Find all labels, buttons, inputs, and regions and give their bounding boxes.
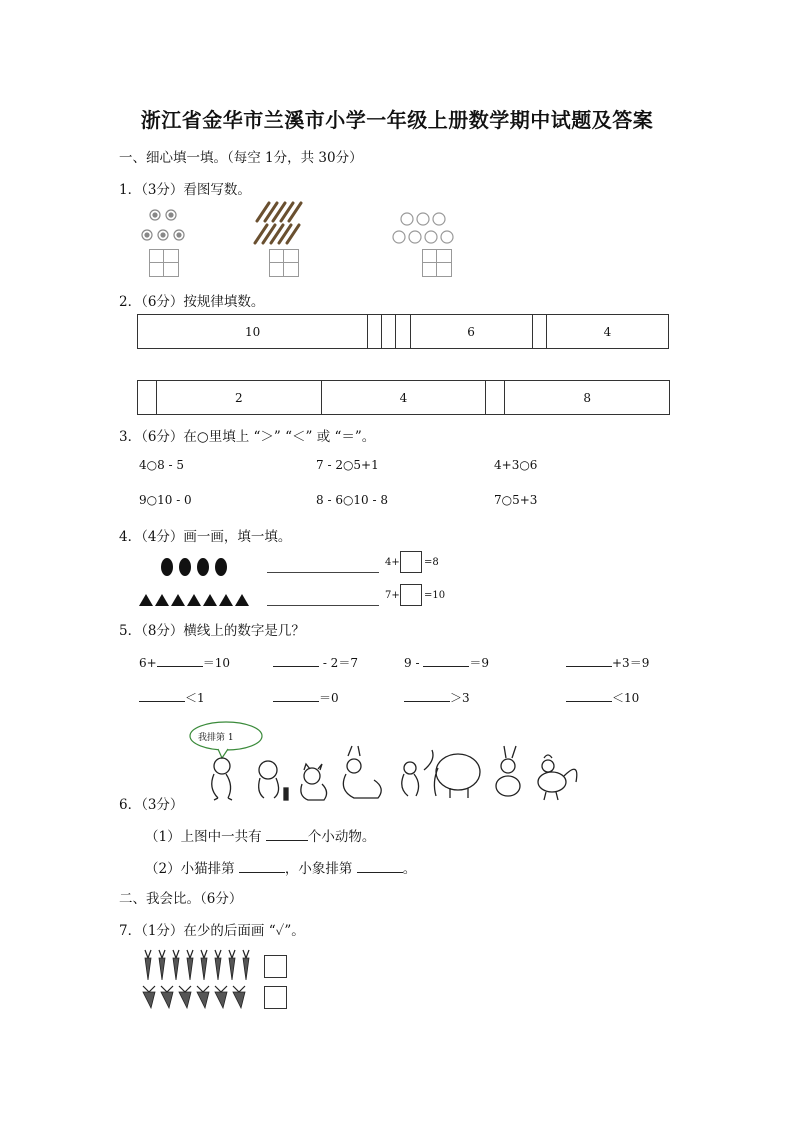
question-7-text: 7．（1分）在少的后面画 “✓”。: [119, 923, 305, 939]
checkbox[interactable]: [264, 986, 287, 1009]
fill-item[interactable]: 9 - ＝9: [404, 656, 489, 670]
answer-box[interactable]: [422, 249, 452, 277]
drawing-line[interactable]: [267, 572, 379, 573]
question-6-sub-2: （2）小猫排第 ，小象排第 。: [145, 861, 417, 877]
question-3-text: 3．（6分）在○里填上 “＞” “＜” 或 “＝”。: [119, 429, 376, 445]
drawing-line[interactable]: [267, 605, 379, 606]
answer-blank[interactable]: [273, 689, 319, 702]
dots-figure: [159, 556, 231, 582]
answer-box[interactable]: [400, 584, 422, 606]
equation-right: =8: [424, 557, 439, 568]
question-6-sub-1: （1）上图中一共有 个小动物。: [145, 829, 376, 845]
answer-blank[interactable]: [157, 654, 203, 667]
equation-left: 4+: [385, 557, 400, 568]
sequence-cell[interactable]: [382, 315, 396, 349]
answer-blank[interactable]: [266, 828, 308, 841]
sequence-cell[interactable]: [532, 315, 546, 349]
fill-item[interactable]: +3＝9: [566, 654, 649, 671]
fill-item[interactable]: 6+ ＝10: [139, 656, 230, 670]
answer-box[interactable]: [269, 249, 299, 277]
sequence-cell[interactable]: 4: [546, 315, 668, 349]
carrots-figure: [141, 948, 253, 1014]
question-1-figure: [137, 201, 470, 279]
animals-figure: [188, 720, 588, 802]
question-1-text: 1．（3分）看图写数。: [119, 182, 251, 198]
question-4-text: 4．（4分）画一画，填一填。: [119, 529, 292, 545]
fill-item[interactable]: ＜1: [139, 689, 205, 706]
answer-blank[interactable]: [239, 860, 285, 873]
answer-blank[interactable]: [423, 654, 469, 667]
sequence-cell[interactable]: [486, 381, 505, 415]
question-6-text: 6．（3分）: [119, 797, 184, 813]
fill-item[interactable]: ＝0: [273, 689, 339, 706]
answer-blank[interactable]: [404, 689, 450, 702]
fill-item[interactable]: ＞3: [404, 689, 470, 706]
sequence-cell[interactable]: 8: [505, 381, 670, 415]
compare-item[interactable]: 7○5+3: [494, 493, 538, 507]
question-2-text: 2．（6分）按规律填数。: [119, 294, 265, 310]
answer-blank[interactable]: [566, 689, 612, 702]
answer-box[interactable]: [400, 551, 422, 573]
section-2-heading: 二、我会比。（6分）: [119, 891, 243, 907]
sequence-table-1: [137, 314, 669, 349]
compare-item[interactable]: 4○8 - 5: [139, 458, 185, 472]
sequence-cell[interactable]: [368, 315, 382, 349]
sequence-cell[interactable]: [396, 315, 410, 349]
speech-bubble-text: 我排第 1: [198, 733, 234, 743]
checkbox[interactable]: [264, 955, 287, 978]
sequence-cell[interactable]: 4: [321, 381, 486, 415]
fill-item[interactable]: ＜10: [566, 689, 639, 706]
fill-item[interactable]: - 2＝7: [273, 654, 358, 671]
answer-box[interactable]: [149, 249, 179, 277]
sequence-table-2: [137, 380, 670, 415]
sequence-cell[interactable]: 2: [157, 381, 322, 415]
question-5-text: 5．（8分）横线上的数字是几？: [119, 623, 305, 639]
answer-blank[interactable]: [273, 654, 319, 667]
page-title: 浙江省金华市兰溪市小学一年级上册数学期中试题及答案: [140, 108, 654, 132]
sequence-cell[interactable]: [138, 381, 157, 415]
sequence-cell[interactable]: 10: [138, 315, 368, 349]
compare-item[interactable]: 9○10 - 0: [139, 493, 192, 507]
equation-right: =10: [424, 590, 446, 601]
compare-item[interactable]: 4+3○6: [494, 458, 538, 472]
sequence-cell[interactable]: 6: [410, 315, 532, 349]
equation-left: 7+: [385, 590, 400, 601]
triangles-figure: [139, 592, 255, 611]
answer-blank[interactable]: [566, 654, 612, 667]
answer-blank[interactable]: [357, 860, 403, 873]
counting-picture: [137, 201, 470, 279]
answer-blank[interactable]: [139, 689, 185, 702]
section-1-heading: 一、细心填一填。（每空 1分，共 30分）: [119, 150, 363, 166]
compare-item[interactable]: 8 - 6○10 - 8: [316, 493, 389, 507]
compare-item[interactable]: 7 - 2○5+1: [316, 458, 379, 472]
